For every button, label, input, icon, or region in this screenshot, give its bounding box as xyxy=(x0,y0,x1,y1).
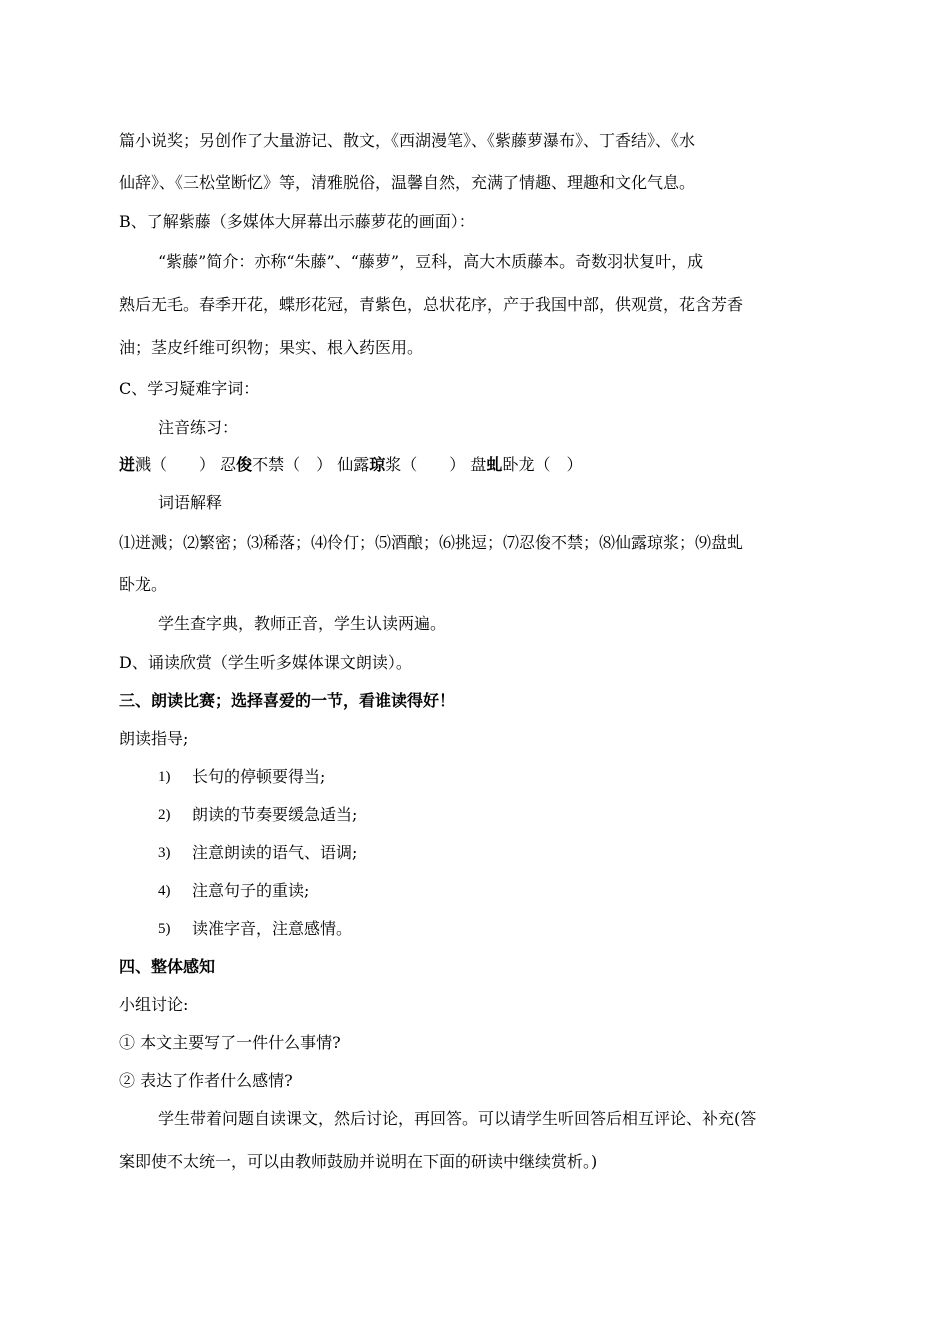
vocab-label: 词语解释 xyxy=(158,493,223,512)
reading-guide-label: 朗读指导; xyxy=(119,729,189,748)
list-item: 注意朗读的语气、语调; xyxy=(192,843,358,862)
pinyin-item: 仙露琼浆（ ） xyxy=(337,455,466,474)
section-3-heading: 三、朗读比赛；选择喜爱的一节，看谁读得好！ xyxy=(119,691,456,710)
intro-line-1: 篇小说奖；另创作了大量游记、散文，《西湖漫笔》、《紫藤萝瀑布》、丁香结》、《水 xyxy=(119,131,696,150)
question-1: ① 本文主要写了一件什么事情? xyxy=(119,1033,341,1052)
list-item: 长句的停顿要得当; xyxy=(192,767,326,786)
section-d-heading: D、诵读欣赏（学生听多媒体课文朗读）。 xyxy=(119,653,412,672)
pinyin-item: 忍俊不禁（ ） xyxy=(220,455,333,474)
pinyin-item: 迸溅（ ） xyxy=(119,455,216,474)
list-item: 注意句子的重读; xyxy=(192,881,310,900)
vocab-line-2: 卧龙。 xyxy=(119,575,168,594)
pinyin-practice-row xyxy=(119,455,582,475)
discussion-paragraph-line-2: 案即使不太统一，可以由教师鼓励并说明在下面的研读中继续赏析。) xyxy=(119,1152,598,1171)
section-b-heading: B、了解紫藤（多媒体大屏幕出示藤萝花的画面）： xyxy=(119,212,475,231)
list-item-number: 1) xyxy=(158,769,171,785)
wisteria-intro-line-3: 油；茎皮纤维可织物；果实、根入药医用。 xyxy=(119,338,424,357)
list-item-number: 2) xyxy=(158,807,171,823)
pinyin-practice-label: 注音练习： xyxy=(158,418,239,437)
section-4-heading: 四、整体感知 xyxy=(119,957,216,976)
discussion-paragraph-line-1: 学生带着问题自读课文，然后讨论，再回答。可以请学生听回答后相互评论、补充(答 xyxy=(158,1109,757,1128)
intro-line-2: 仙辞》、《三松堂断忆》等，清雅脱俗，温馨自然，充满了情趣、理趣和文化气息。 xyxy=(119,173,696,192)
group-discussion-label: 小组讨论: xyxy=(119,995,189,1014)
wisteria-intro-line-2: 熟后无毛。春季开花，蝶形花冠，青紫色，总状花序，产于我国中部，供观赏，花含芳香 xyxy=(119,295,744,314)
list-item: 读准字音，注意感情。 xyxy=(192,919,353,938)
section-c-heading: C、学习疑难字词： xyxy=(119,379,260,398)
pinyin-item: 盘虬卧龙（ ） xyxy=(470,455,583,474)
question-2: ② 表达了作者什么感情? xyxy=(119,1071,293,1090)
list-item: 朗读的节奏要缓急适当; xyxy=(192,805,358,824)
list-item-number: 3) xyxy=(158,845,171,861)
practice-note: 学生查字典，教师正音，学生认读两遍。 xyxy=(158,614,447,633)
list-item-number: 4) xyxy=(158,883,171,899)
vocab-line-1: ⑴迸溅；⑵繁密；⑶稀落；⑷伶仃；⑸酒酿；⑹挑逗；⑺忍俊不禁；⑻仙露琼浆；⑼盘虬 xyxy=(119,533,744,552)
wisteria-intro-line-1: “紫藤”简介：亦称“朱藤”、“藤萝”，豆科，高大木质藤本。奇数羽状复叶，成 xyxy=(158,252,704,271)
list-item-number: 5) xyxy=(158,921,171,937)
